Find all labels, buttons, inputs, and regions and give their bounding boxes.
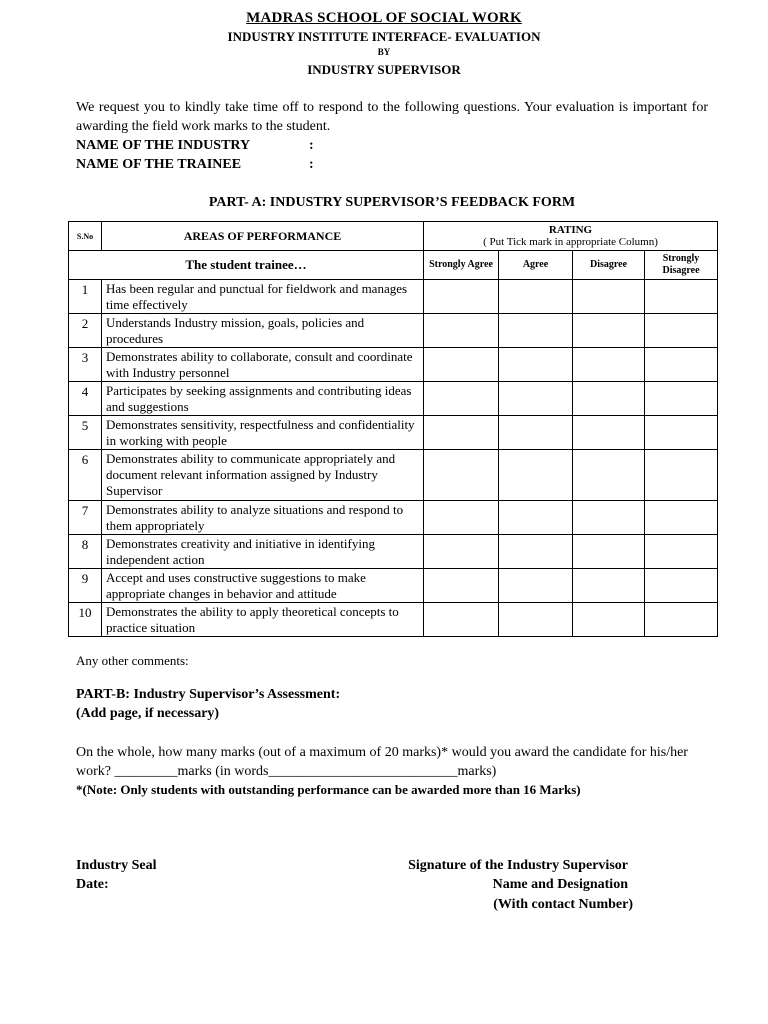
performance-item: Understands Industry mission, goals, policies and procedures: [102, 314, 424, 348]
rating-cell-strongly-disagree[interactable]: [645, 382, 718, 416]
rating-cell-strongly-agree[interactable]: [424, 450, 499, 501]
performance-item: Demonstrates ability to collaborate, consult and coordinate with Industry personnel: [102, 348, 424, 382]
industry-name-colon: :: [309, 138, 314, 153]
rating-cell-agree[interactable]: [499, 314, 573, 348]
form-evaluator: INDUSTRY SUPERVISOR: [307, 62, 461, 77]
row-number: 1: [69, 280, 102, 314]
form-by: BY: [377, 47, 391, 57]
table-row: [69, 450, 718, 501]
row-number: 5: [69, 416, 102, 450]
trainee-name-colon: :: [309, 157, 314, 172]
part-b-subtitle: (Add page, if necessary): [76, 706, 220, 721]
signature-label: Signature of the Industry Supervisor: [408, 858, 628, 873]
rating-cell-agree[interactable]: [499, 569, 573, 603]
comments-label: Any other comments:: [76, 653, 189, 668]
table-row: [69, 280, 718, 314]
table-row: [69, 569, 718, 603]
col-strongly-disagree: Strongly Disagree: [645, 251, 718, 280]
rating-cell-strongly-agree[interactable]: [424, 348, 499, 382]
col-strongly-agree: Strongly Agree: [424, 251, 499, 280]
rating-cell-disagree[interactable]: [573, 280, 645, 314]
col-disagree: Disagree: [573, 251, 645, 280]
table-row: [69, 314, 718, 348]
rating-cell-agree[interactable]: [499, 450, 573, 501]
performance-item: Demonstrates ability to analyze situations and respond to them appropriately: [102, 501, 424, 535]
rating-cell-strongly-agree[interactable]: [424, 569, 499, 603]
row-number: 6: [69, 450, 102, 501]
table-row: [69, 603, 718, 637]
rating-cell-disagree[interactable]: [573, 569, 645, 603]
rating-cell-strongly-disagree[interactable]: [645, 416, 718, 450]
rating-cell-strongly-agree[interactable]: [424, 416, 499, 450]
rating-header: [424, 222, 718, 251]
form-title: INDUSTRY INSTITUTE INTERFACE- EVALUATION: [227, 29, 541, 44]
rating-cell-strongly-agree[interactable]: [424, 382, 499, 416]
row-number: 9: [69, 569, 102, 603]
performance-item: Has been regular and punctual for fieldwork and manages time effectively: [102, 280, 424, 314]
date-label: Date:: [76, 877, 109, 892]
rating-cell-disagree[interactable]: [573, 501, 645, 535]
rating-cell-strongly-disagree[interactable]: [645, 603, 718, 637]
performance-item: Demonstrates the ability to apply theoretical concepts to practice situation: [102, 603, 424, 637]
rating-cell-disagree[interactable]: [573, 450, 645, 501]
school-name: MADRAS SCHOOL OF SOCIAL WORK: [246, 10, 522, 26]
row-number: 10: [69, 603, 102, 637]
table-row: [69, 416, 718, 450]
marks-question: On the whole, how many marks (out of a maximum of 20 marks)* would you award the candidate for his/her work? _________marks (in words___________________________marks): [76, 745, 688, 779]
feedback-table: [68, 221, 718, 637]
rating-cell-strongly-agree[interactable]: [424, 535, 499, 569]
row-number: 2: [69, 314, 102, 348]
table-row: [69, 382, 718, 416]
rating-cell-agree[interactable]: [499, 348, 573, 382]
rating-cell-disagree[interactable]: [573, 603, 645, 637]
intro-paragraph: We request you to kindly take time off to respond to the following questions. Your evaluation is important for awarding the field work marks to the student.: [76, 100, 708, 134]
rating-cell-agree[interactable]: [499, 535, 573, 569]
row-number: 3: [69, 348, 102, 382]
rating-cell-strongly-agree[interactable]: [424, 314, 499, 348]
rating-cell-disagree[interactable]: [573, 382, 645, 416]
rating-cell-disagree[interactable]: [573, 416, 645, 450]
rating-cell-agree[interactable]: [499, 603, 573, 637]
rating-cell-disagree[interactable]: [573, 535, 645, 569]
performance-item: Accept and uses constructive suggestions to make appropriate changes in behavior and attitude: [102, 569, 424, 603]
rating-cell-strongly-disagree[interactable]: [645, 569, 718, 603]
rating-cell-agree[interactable]: [499, 501, 573, 535]
areas-header: AREAS OF PERFORMANCE: [102, 222, 424, 251]
rating-cell-agree[interactable]: [499, 382, 573, 416]
rating-cell-disagree[interactable]: [573, 348, 645, 382]
performance-item: Demonstrates sensitivity, respectfulness and confidentiality in working with people: [102, 416, 424, 450]
rating-instructions: ( Put Tick mark in appropriate Column): [483, 236, 658, 248]
rating-cell-strongly-agree[interactable]: [424, 280, 499, 314]
industry-name-field[interactable]: [76, 138, 314, 154]
rating-cell-disagree[interactable]: [573, 314, 645, 348]
performance-item: Participates by seeking assignments and contributing ideas and suggestions: [102, 382, 424, 416]
table-row: [69, 348, 718, 382]
col-agree: Agree: [499, 251, 573, 280]
row-number: 4: [69, 382, 102, 416]
contact-label: (With contact Number): [493, 897, 633, 912]
rating-cell-strongly-disagree[interactable]: [645, 314, 718, 348]
rating-cell-agree[interactable]: [499, 280, 573, 314]
marks-note: *(Note: Only students with outstanding performance can be awarded more than 16 Marks): [76, 782, 581, 797]
table-row: [69, 501, 718, 535]
rating-cell-agree[interactable]: [499, 416, 573, 450]
part-b-title: PART-B: Industry Supervisor’s Assessment:: [76, 687, 341, 702]
industry-name-label: NAME OF THE INDUSTRY: [76, 138, 251, 153]
performance-item: Demonstrates ability to communicate appropriately and document relevant information assigned by Industry Supervisor: [102, 450, 424, 501]
performance-item: Demonstrates creativity and initiative in identifying independent action: [102, 535, 424, 569]
row-number: 7: [69, 501, 102, 535]
trainee-name-field[interactable]: [76, 157, 314, 173]
part-a-title: PART- A: INDUSTRY SUPERVISOR’S FEEDBACK FORM: [208, 195, 576, 210]
table-row: [69, 535, 718, 569]
trainee-header: The student trainee…: [69, 251, 424, 280]
sno-header: S.No: [69, 222, 102, 251]
rating-cell-strongly-agree[interactable]: [424, 603, 499, 637]
rating-cell-strongly-disagree[interactable]: [645, 280, 718, 314]
designation-label: Name and Designation: [492, 877, 628, 892]
industry-seal-label: Industry Seal: [76, 858, 157, 873]
row-number: 8: [69, 535, 102, 569]
rating-cell-strongly-disagree[interactable]: [645, 450, 718, 501]
rating-cell-strongly-disagree[interactable]: [645, 348, 718, 382]
rating-title: RATING: [548, 224, 593, 236]
trainee-name-label: NAME OF THE TRAINEE: [76, 157, 242, 172]
rating-cell-strongly-disagree[interactable]: [645, 501, 718, 535]
rating-cell-strongly-agree[interactable]: [424, 501, 499, 535]
rating-cell-strongly-disagree[interactable]: [645, 535, 718, 569]
